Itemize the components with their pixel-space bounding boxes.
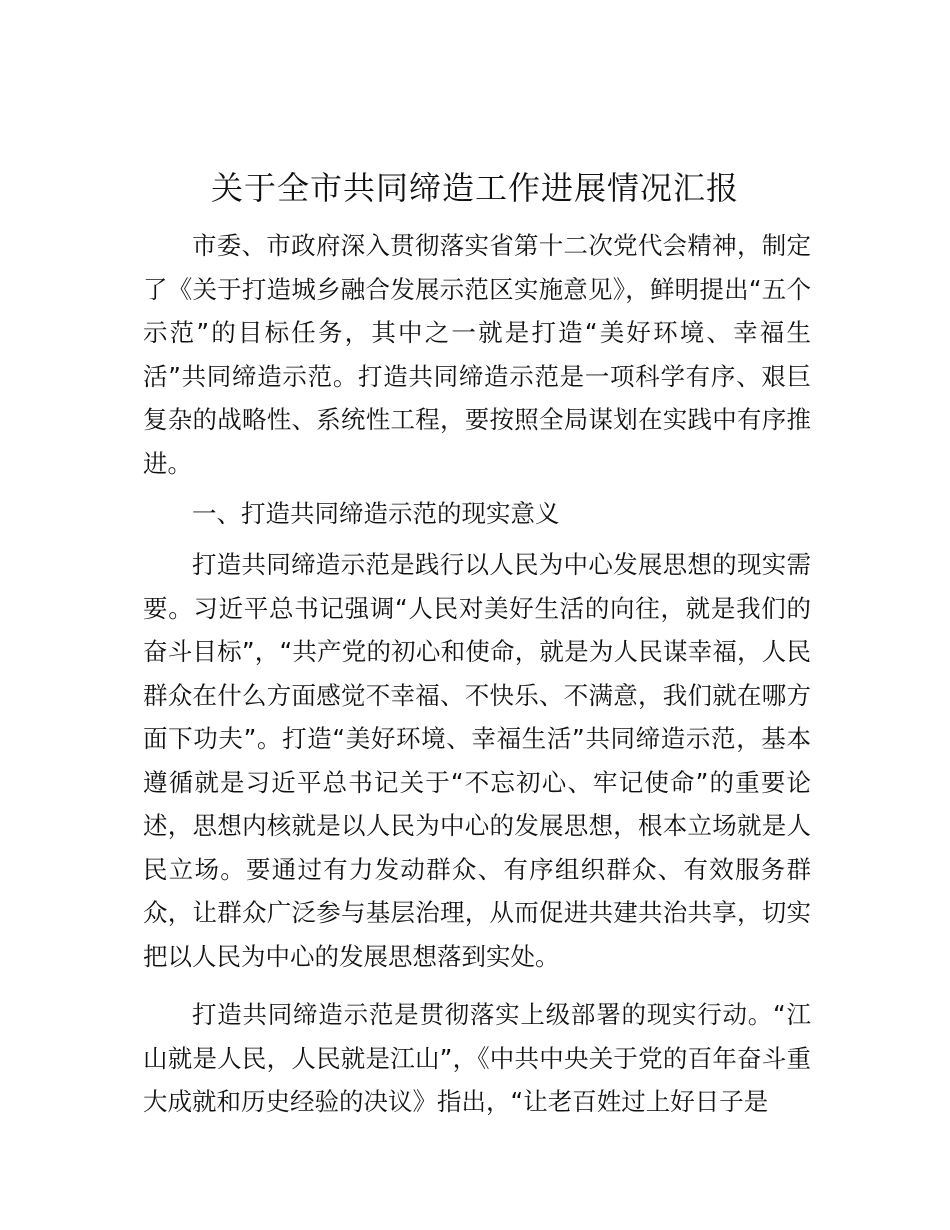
paragraph-people-centered: 打造共同缔造示范是践行以人民为中心发展思想的现实需要。习近平总书记强调“人民对美好生活的向往，就是我们的奋斗目标”，“共产党的初心和使命，就是为人民谋幸福，人民群众在什么方面感觉不幸福、不快乐、不满意，我们就在哪方面下功夫”。打造“美好环境、幸福生活”共同缔造示范，基本遵循就是习近平总书记关于“不忘初心、牢记使命”的重要论述，思想内核就是以人民为中心的发展思想，根本立场就是人民立场。要通过有力发动群众、有序组织群众、有效服务群众，让群众广泛参与基层治理，从而促进共建共治共享，切实把以人民为中心的发展思想落到实处。 <box>143 550 811 971</box>
section-heading-block <box>143 492 811 536</box>
paragraph-intro-block <box>143 224 811 485</box>
paragraph-implementation-block <box>143 993 811 1124</box>
section-heading-1: 一、打造共同缔造示范的现实意义 <box>192 499 560 528</box>
paragraph-people-centered-block <box>143 543 811 978</box>
paragraph-intro: 市委、市政府深入贯彻落实省第十二次党代会精神，制定了《关于打造城乡融合发展示范区实施意见》，鲜明提出“五个示范”的目标任务，其中之一就是打造“美好环境、幸福生活”共同缔造示范。打造共同缔造示范是一项科学有序、艰巨复杂的战略性、系统性工程，要按照全局谋划在实践中有序推进。 <box>143 231 811 478</box>
paragraph-implementation: 打造共同缔造示范是贯彻落实上级部署的现实行动。“江山就是人民，人民就是江山”，《中共中央关于党的百年奋斗重大成就和历史经验的决议》指出，“让老百姓过上好日子是 <box>143 1000 811 1116</box>
document-title: 关于全市共同缔造工作进展情况汇报 <box>210 169 739 207</box>
